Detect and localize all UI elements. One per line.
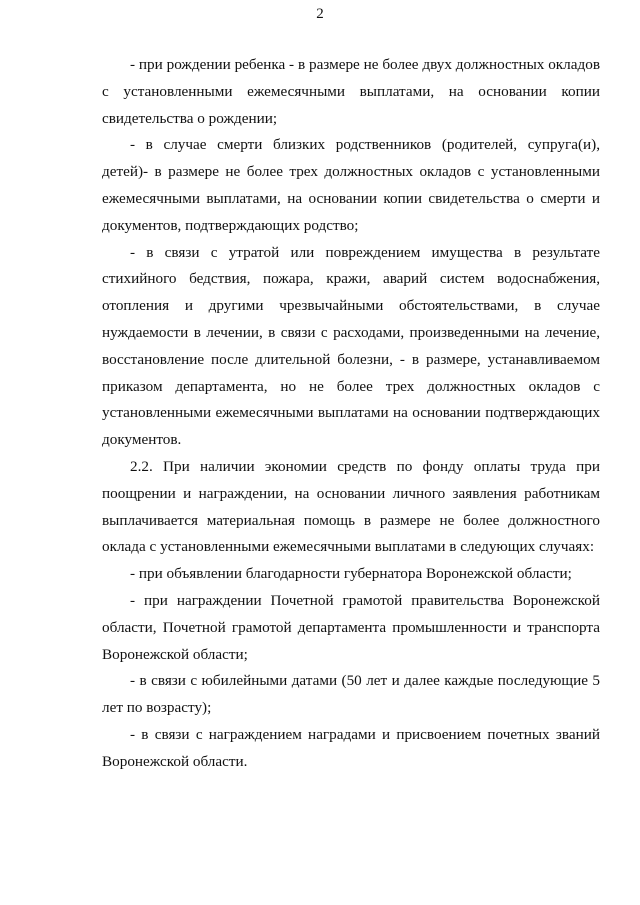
page-number: 2 — [316, 6, 324, 22]
paragraph-death-of-relatives: - в случае смерти близких родственников (родителей, супруга(и), детей)- в размере не более трех должностных окладов с установленными ежемесячными выплатами, на основании копии свидетельства о смерти и документов, подтверждающих родство; — [102, 136, 600, 234]
paragraph-birth-of-child: - при рождении ребенка - в размере не более двух должностных окладов с установленными ежемесячными выплатами, на основании копии свидетельства о рождении; — [102, 56, 600, 127]
paragraph-governor-gratitude: - при объявлении благодарности губернатора Воронежской области; — [130, 565, 572, 583]
paragraph-awards-titles: - в связи с награждением наградами и присвоением почетных званий Воронежской области. — [102, 725, 600, 770]
paragraph-honorary-diploma: - при награждении Почетной грамотой правительства Воронежской области, Почетной грамотой департамента промышленности и транспорта Воронежской области; — [102, 591, 600, 663]
document-body — [102, 52, 600, 776]
paragraph-section-2-2: 2.2. При наличии экономии средств по фонду оплаты труда при поощрении и награждении, на основании личного заявления работникам выплачивается материальная помощь в размере не более должностного оклада с установленными ежемесячными выплатами в следующих случаях: — [102, 457, 600, 556]
paragraph-property-loss: - в связи с утратой или повреждением имущества в результате стихийного бедствия, пожара, кражи, аварий систем водоснабжения, отопления и другими чрезвычайными обстоятельствами, в случае нуждаемости в лечении, в связи с расходами, произведенными на лечение, восстановление после длительной болезни, - в размере, устанавливаемом приказом департамента, но не более трех должностных окладов с установленными ежемесячными выплатами на основании подтверждающих документов. — [102, 243, 600, 449]
paragraph-jubilee-dates: - в связи с юбилейными датами (50 лет и далее каждые последующие 5 лет по возрасту); — [102, 672, 600, 717]
